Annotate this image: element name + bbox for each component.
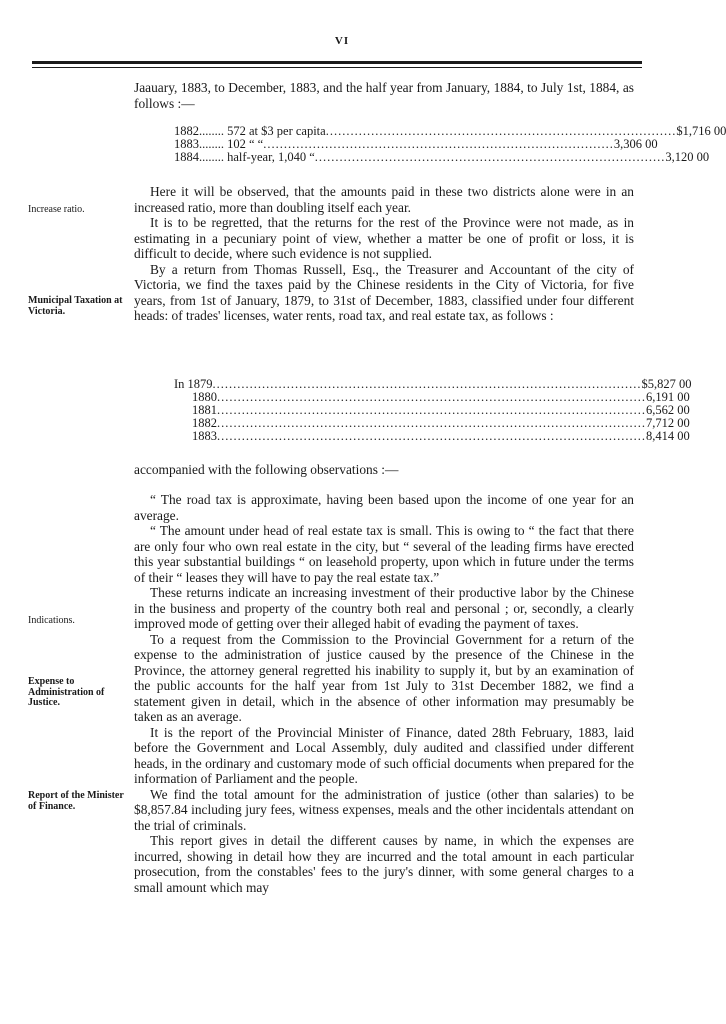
side-note-municipal-taxation: Municipal Taxation at Victoria.: [28, 295, 123, 317]
row-amount: $1,716 00: [676, 124, 726, 138]
paragraph: We find the total amount for the administration of justice (other than salaries) to be $8,857.84 including jury fees, witness expenses, meals and the other incidentals attendant on the trial of criminals.: [134, 786, 634, 833]
paragraph: These returns indicate an increasing investment of their productive labor by the Chinese in the business and property of the country both real and personal ; or, secondly, a clearly improved mode of getting over their alleged habit of evading the payment of taxes.: [134, 585, 634, 631]
page-number: VI: [334, 35, 350, 47]
row-label: 1881: [192, 403, 217, 417]
row-amount: 3,306 00: [613, 137, 658, 151]
header-rule-thin: [32, 67, 642, 68]
row-label: 1883: [192, 429, 217, 443]
row-amount: 6,191 00: [646, 390, 690, 404]
side-note-expense-justice: Expense to Administration of Justice.: [28, 676, 105, 708]
leader-dots: .....................................................................................: [263, 137, 614, 151]
row-amount: $5,827 00: [641, 377, 692, 391]
capita-tax-table: [174, 124, 726, 164]
side-note-indications: Indications.: [28, 615, 75, 626]
body-block-3: [134, 462, 634, 478]
paragraph: Jaauary, 1883, to December, 1883, and the half year from January, 1884, to July 1st, 1884, as follows :—: [134, 80, 634, 111]
side-note-increase-ratio: Increase ratio.: [28, 204, 85, 215]
body-block-1: [134, 80, 634, 111]
paragraph: “ The amount under head of real estate tax is small. This is owing to “ the fact that there are only four who own real estate in the city, but “ several of the leading firms have erected this year substantial buildings “ on leasehold property, upon which in future under the terms of their “ leases they will have to pay the real estate tax.”: [134, 523, 634, 585]
leader-dots: ........................................................................................................: [217, 416, 646, 430]
paragraph: It is the report of the Provincial Minister of Finance, dated 28th February, 1883, laid before the Government and Local Assembly, duly audited and classified under different heads, in the ordinary and customary mode of such official documents when prepared for the information of Parliament and the people.: [134, 724, 634, 786]
table-row: [174, 150, 710, 164]
paragraph: accompanied with the following observations :—: [134, 462, 399, 477]
row-label: 1883........ 102 “ “: [174, 137, 264, 151]
row-label: In 1879: [174, 377, 213, 391]
leader-dots: .....................................................................................: [325, 124, 677, 138]
leader-dots: ........................................................................................................: [212, 377, 642, 391]
row-amount: 3,120 00: [665, 150, 710, 164]
paragraph: This report gives in detail the different causes by name, in which the expenses are incurred, showing in detail how they are incurred and the total amount in each particular prosecution, from the constables' fees to the jury's dinner, with some general charges to a small amount which may: [134, 833, 634, 895]
victoria-tax-table: [174, 377, 692, 443]
row-label: 1884........ half-year, 1,040 “: [174, 150, 315, 164]
header-rule-thick: [32, 61, 642, 64]
leader-dots: ........................................................................................................: [217, 429, 646, 443]
table-row: [174, 429, 690, 443]
paragraph: Here it will be observed, that the amounts paid in these two districts alone were in an increased ratio, more than doubling itself each year.: [134, 184, 634, 215]
paragraph: By a return from Thomas Russell, Esq., the Treasurer and Accountant of the city of Victoria, we find the taxes paid by the Chinese residents in the City of Victoria, for five years, from 1st of January, 1879, to 31st of December, 1883, classified under four different heads: of trades' licenses, water rents, road tax, and real estate tax, as follows :: [134, 261, 634, 323]
row-amount: 8,414 00: [646, 429, 690, 443]
side-note-report-minister: Report of the Minister of Finance.: [28, 790, 124, 812]
body-block-2: [134, 184, 634, 324]
paragraph: It is to be regretted, that the returns for the rest of the Province were not made, as in estimating in a pecuniary point of view, whether a matter be one of profit or loss, it is difficult to decide, where such evidence is not supplied.: [134, 215, 634, 261]
row-label: 1880: [192, 390, 217, 404]
row-amount: 6,562 00: [646, 403, 690, 417]
row-label: 1882: [192, 416, 217, 430]
leader-dots: ........................................................................................................: [217, 390, 646, 404]
row-amount: 7,712 00: [646, 416, 690, 430]
paragraph: To a request from the Commission to the Provincial Government for a return of the expense to the administration of justice caused by the presence of the Chinese in the Province, the attorney general regretted his inability to supply it, but by an examination of the public accounts for the half year from 1st July to 31st December 1882, we find a statement given in detail, which in the absence of other information may presumably be taken as an average.: [134, 631, 634, 724]
leader-dots: ........................................................................................................: [217, 403, 646, 417]
paragraph: “ The road tax is approximate, having been based upon the income of one year for an average.: [134, 492, 634, 523]
row-label: 1882........ 572 at $3 per capita: [174, 124, 326, 138]
leader-dots: .....................................................................................: [314, 150, 666, 164]
body-block-4: [134, 492, 634, 895]
